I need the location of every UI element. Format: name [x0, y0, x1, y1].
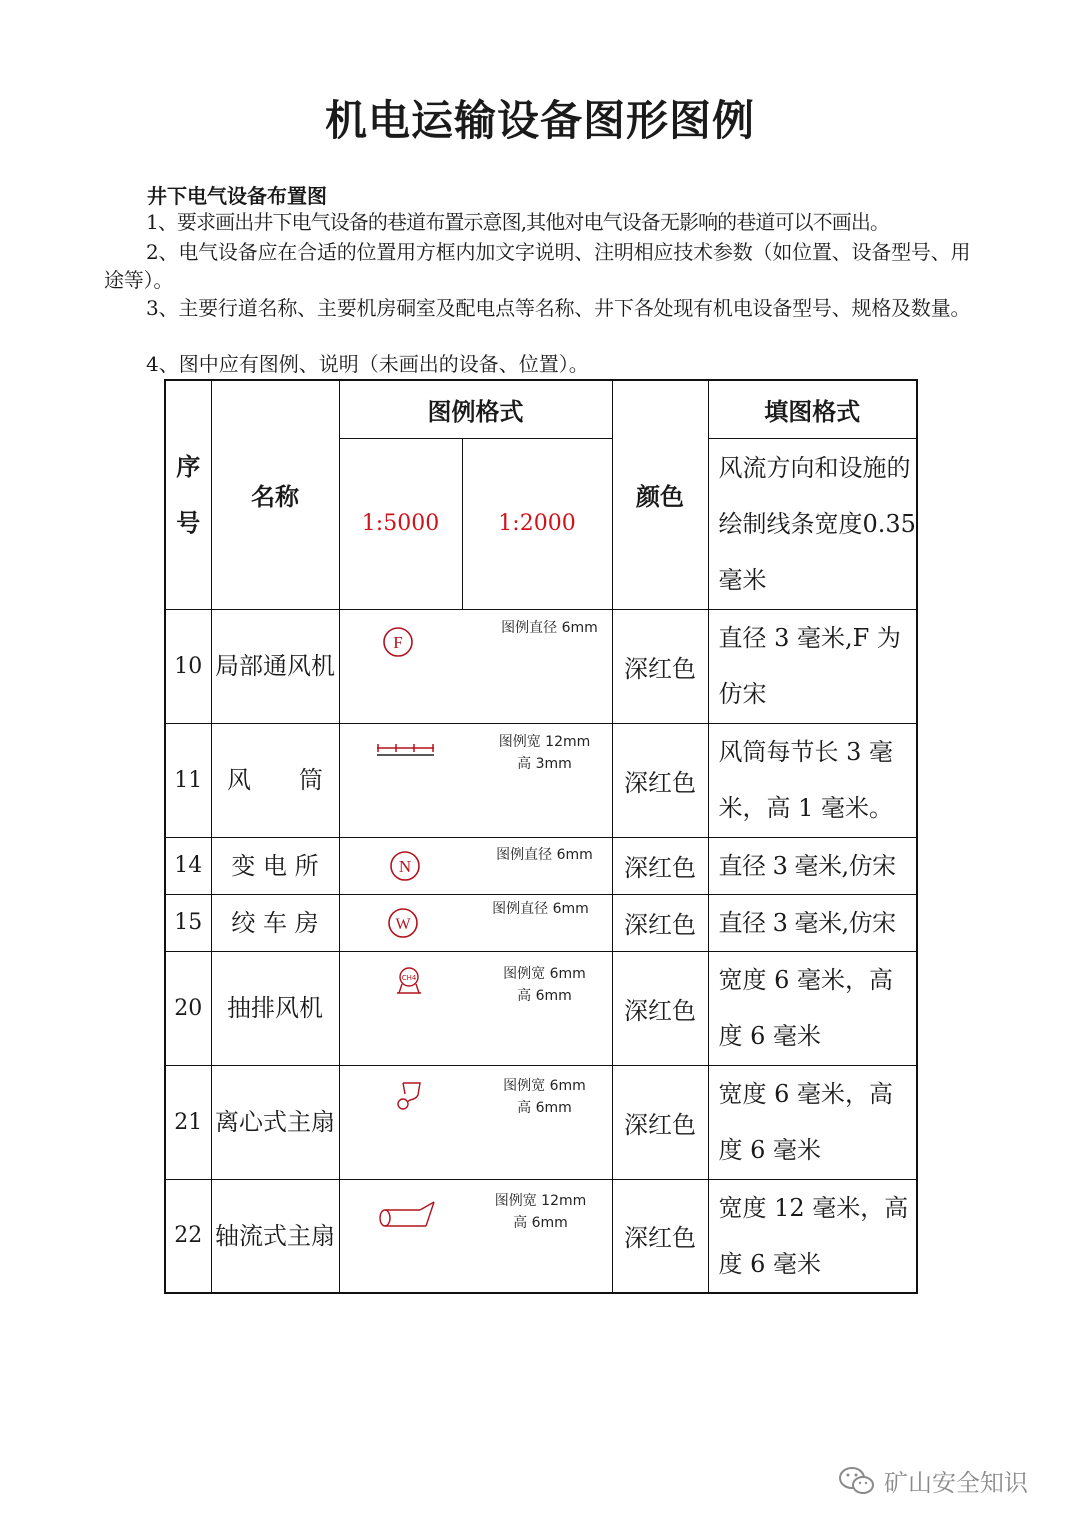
row-index: 22 [165, 1179, 211, 1293]
circle-W-icon [387, 907, 419, 939]
legend-note: 图例宽 12mm 高 6mm [494, 1192, 587, 1231]
legend-cell [339, 951, 612, 1065]
table-row [165, 837, 917, 894]
legend-cell [339, 837, 612, 894]
header-legend-format: 图例格式 [339, 380, 612, 438]
table-row [165, 1179, 917, 1293]
row-color: 深红色 [612, 723, 708, 837]
row-name: 变 电 所 [211, 837, 339, 894]
row-fill-format: 宽度 12 毫米，高度 6 毫米 [708, 1179, 917, 1293]
svg-text:W: W [394, 915, 411, 933]
row-color: 深红色 [612, 951, 708, 1065]
legend-cell [339, 1065, 612, 1179]
row-name: 离心式主扇 [211, 1065, 339, 1179]
legend-note: 图例宽 12mm 高 3mm [498, 733, 591, 772]
row-fill-format: 宽度 6 毫米，高度 6 毫米 [708, 1065, 917, 1179]
row-fill-format: 宽度 6 毫米，高度 6 毫米 [708, 951, 917, 1065]
row-index: 20 [165, 951, 211, 1065]
header-name: 名称 [211, 380, 339, 609]
row-name: 风 筒 [211, 723, 339, 837]
table-row [165, 951, 917, 1065]
row-name: 局部通风机 [211, 609, 339, 723]
header-color: 颜色 [612, 380, 708, 609]
duct-icon [376, 742, 436, 760]
legend-cell [339, 723, 612, 837]
row-index: 21 [165, 1065, 211, 1179]
header-fill-format: 填图格式 [708, 380, 917, 438]
svg-text:CH4: CH4 [401, 973, 416, 982]
row-index: 14 [165, 837, 211, 894]
legend-cell [339, 609, 612, 723]
watermark-text: 矿山安全知识 [884, 1469, 1028, 1497]
legend-note: 图例直径 6mm [492, 900, 589, 917]
table-row [165, 609, 917, 723]
legend-cell [339, 1179, 612, 1293]
row-color: 深红色 [612, 894, 708, 951]
legend-note: 图例宽 6mm 高 6mm [503, 965, 586, 1004]
scale-1-2000: 1:2000 [462, 438, 612, 609]
requirement-item: 4、图中应有图例、说明（未画出的设备、位置）。 [146, 352, 589, 376]
row-color: 深红色 [612, 1179, 708, 1293]
row-index: 15 [165, 894, 211, 951]
row-fill-format: 直径 3 毫米,仿宋 [708, 894, 917, 951]
row-name: 轴流式主扇 [211, 1179, 339, 1293]
wechat-icon [838, 1465, 876, 1497]
row-name: 绞 车 房 [211, 894, 339, 951]
table-row [165, 894, 917, 951]
requirement-item: 3、主要行道名称、主要机房硐室及配电点等名称、井下各处现有机电设备型号、规格及数量。 [146, 296, 971, 320]
fill-format-description: 风流方向和设施的绘制线条宽度0.35毫米 [708, 438, 917, 609]
row-name: 抽排风机 [211, 951, 339, 1065]
row-fill-format: 直径 3 毫米,F 为仿宋 [708, 609, 917, 723]
page-title: 机电运输设备图形图例 [324, 96, 755, 145]
axial-fan-icon [378, 1200, 442, 1230]
centrifugal-fan-icon [396, 1080, 424, 1112]
legend-note: 图例直径 6mm [496, 846, 593, 863]
row-fill-format: 直径 3 毫米,仿宋 [708, 837, 917, 894]
watermark [838, 1463, 1028, 1498]
table-row [165, 1065, 917, 1179]
legend-note: 图例直径 6mm [501, 619, 598, 636]
circle-N-icon [389, 850, 421, 882]
row-color: 深红色 [612, 837, 708, 894]
requirement-item: 2、电气设备应在合适的位置用方框内加文字说明、注明相应技术参数（如位置、设备型号、用途等）。 [104, 240, 971, 292]
legend-note: 图例宽 6mm 高 6mm [503, 1077, 586, 1116]
circle-F-icon [382, 626, 414, 658]
header-index: 序号 [165, 380, 211, 609]
table-row [165, 723, 917, 837]
row-index: 10 [165, 609, 211, 723]
row-fill-format: 风筒每节长 3 毫米，高 1 毫米。 [708, 723, 917, 837]
scale-1-5000: 1:5000 [339, 438, 462, 609]
row-color: 深红色 [612, 609, 708, 723]
row-color: 深红色 [612, 1065, 708, 1179]
svg-text:F: F [392, 632, 403, 652]
requirement-item: 1、要求画出井下电气设备的巷道布置示意图,其他对电气设备无影响的巷道可以不画出。 [146, 210, 890, 234]
extraction-fan-icon [395, 966, 423, 996]
legend-table [164, 379, 918, 1294]
svg-text:N: N [398, 856, 411, 876]
row-index: 11 [165, 723, 211, 837]
legend-cell [339, 894, 612, 951]
section-heading: 井下电气设备布置图 [147, 184, 327, 208]
